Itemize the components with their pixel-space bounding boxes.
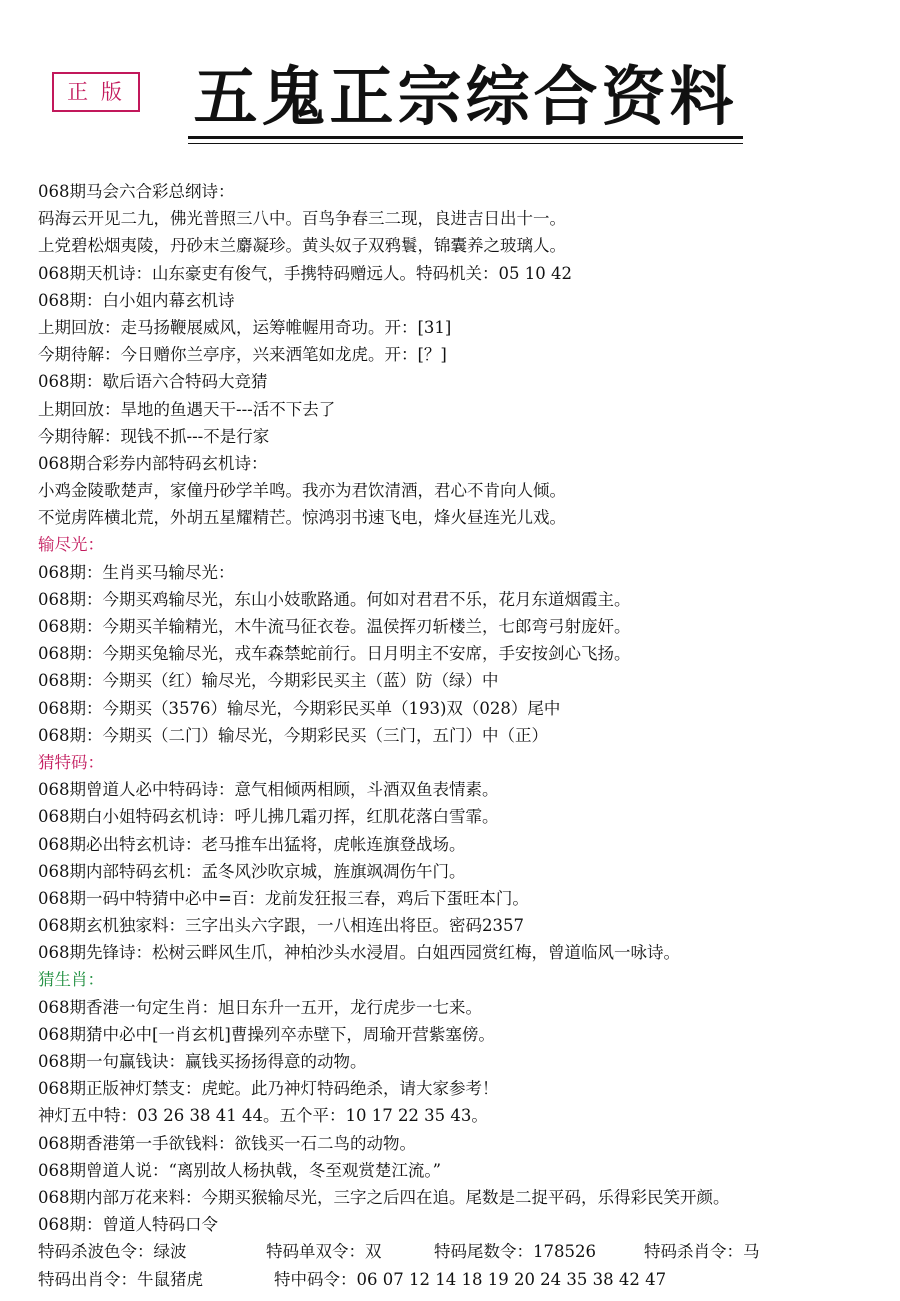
text-line: 神灯五中特：03 26 38 41 44。五个平：10 17 22 35 43。	[38, 1106, 488, 1126]
text-line: 068期：今期买兔输尽光，戎车森禁蛇前行。日月明主不安席，手安按剑心飞扬。	[38, 644, 631, 664]
text-line: 068期：白小姐内幕玄机诗	[38, 290, 235, 310]
section-heading-guess-zodiac: 猜生肖：	[38, 970, 104, 990]
text-line: 068期：今期买鸡输尽光，东山小妓歌路通。何如对君君不乐，花月东道烟霞主。	[38, 589, 631, 609]
text-line: 068期天机诗：山东豪吏有俊气，手携特码赠远人。特码机关：05 10 42	[38, 263, 572, 283]
text-line: 今期待解：今日赠你兰亭序，兴来洒笔如龙虎。开：[？]	[38, 345, 447, 365]
title-underline-thin	[188, 143, 743, 144]
section-heading-lose-all: 输尽光：	[38, 535, 104, 555]
command-zodiac-out: 特码出肖令：牛鼠猪虎	[38, 1269, 203, 1289]
text-line: 068期必出特玄机诗：老马推车出猛将，虎帐连旗登战场。	[38, 834, 466, 854]
command-kill-color: 特码杀波色令：绿波	[38, 1242, 187, 1262]
text-line: 068期香港第一手欲钱料：欲钱买一石二鸟的动物。	[38, 1133, 416, 1153]
text-line: 068期正版神灯禁支：虎蛇。此乃神灯特码绝杀，请大家参考！	[38, 1079, 499, 1099]
text-line: 068期内部特码玄机：孟冬风沙吹京城，旌旗飒凋伤午门。	[38, 861, 466, 881]
command-row-1	[38, 1238, 888, 1265]
text-line: 068期：今期买羊输精光，木牛流马征衣卷。温侯挥刃斩楼兰，七郎弯弓射庞奸。	[38, 617, 631, 636]
text-line: 068期先锋诗：松树云畔风生爪，神柏沙头水浸眉。白姐西园赏红梅，曾道临风一咏诗。	[38, 943, 680, 963]
text-line: 068期马会六合彩总纲诗：	[38, 182, 235, 201]
text-line: 上党碧松烟夷陵，丹砂末兰麝凝珍。黄头奴子双鸦鬟，锦囊养之玻璃人。	[38, 236, 566, 256]
command-row-2	[38, 1266, 888, 1293]
text-line: 068期：今期买（红）输尽光，今期彩民买主（蓝）防（绿）中	[38, 671, 499, 691]
text-line: 068期白小姐特码玄机诗：呼儿拂几霜刃挥，红肌花落白雪霏。	[38, 807, 499, 827]
text-line: 068期：歇后语六合特码大竞猜	[38, 372, 268, 392]
text-line: 068期：今期买（3576）输尽光，今期彩民买单（193)双（028）尾中	[38, 698, 561, 718]
text-line: 068期：今期买（二门）输尽光，今期彩民买（三门，五门）中（正）	[38, 725, 548, 745]
command-special-codes: 特中码令：06 07 12 14 18 19 20 24 35 38 42 47	[274, 1269, 667, 1289]
title-underline	[188, 136, 743, 139]
text-line: 068期曾道人必中特码诗：意气相倾两相顾，斗酒双鱼表情素。	[38, 780, 499, 800]
document-body	[38, 178, 888, 1293]
text-line: 068期猜中必中[一肖玄机]曹操列卒赤壁下，周瑜开营紫塞傍。	[38, 1024, 495, 1044]
text-line: 上期回放：旱地的鱼遇天干---活不下去了	[38, 399, 336, 419]
text-line: 068期一码中特猜中必中=百：龙前发狂报三春，鸡后下蛋旺本门。	[38, 888, 529, 908]
text-line: 068期内部万花来料：今期买猴输尽光，三字之后四在追。尾数是二捉平码，乐得彩民笑开颜。	[38, 1187, 730, 1207]
text-line: 068期：生肖买马输尽光：	[38, 562, 235, 582]
command-tail-number: 特码尾数令：178526	[434, 1242, 596, 1262]
text-line: 小鸡金陵歌楚声，家僮丹砂学羊鸣。我亦为君饮清酒，君心不肯向人倾。	[38, 481, 566, 501]
command-odd-even: 特码单双令：双	[266, 1242, 382, 1262]
text-line: 068期玄机独家料：三字出头六字跟，一八相连出将臣。密码2357	[38, 916, 524, 936]
command-kill-zodiac: 特码杀肖令：马	[644, 1242, 760, 1262]
text-line: 068期曾道人说：“离别故人杨执戟，冬至观赏楚江流。”	[38, 1160, 442, 1180]
text-line: 上期回放：走马扬鞭展威风，运筹帷幄用奇功。开：[31]	[38, 317, 452, 337]
section-heading-guess-code: 猜特码：	[38, 752, 104, 772]
text-line: 码海云开见二九，佛光普照三八中。百鸟争春三二现，良进吉日出十一。	[38, 209, 566, 229]
text-line: 068期香港一句定生肖：旭日东升一五开，龙行虎步一七来。	[38, 997, 482, 1017]
text-line: 068期一句赢钱诀：赢钱买扬扬得意的动物。	[38, 1052, 367, 1071]
version-badge: 正 版	[52, 72, 140, 112]
page-title: 五鬼正宗综合资料	[193, 61, 738, 135]
text-line: 068期：曾道人特码口令	[38, 1215, 218, 1235]
text-line: 068期合彩券内部特码玄机诗：	[38, 453, 268, 473]
text-line: 不觉虏阵横北荒，外胡五星耀精芒。惊鸿羽书速飞电，烽火昼连光儿戏。	[38, 508, 566, 528]
text-line: 今期待解：现钱不抓---不是行家	[38, 426, 270, 446]
